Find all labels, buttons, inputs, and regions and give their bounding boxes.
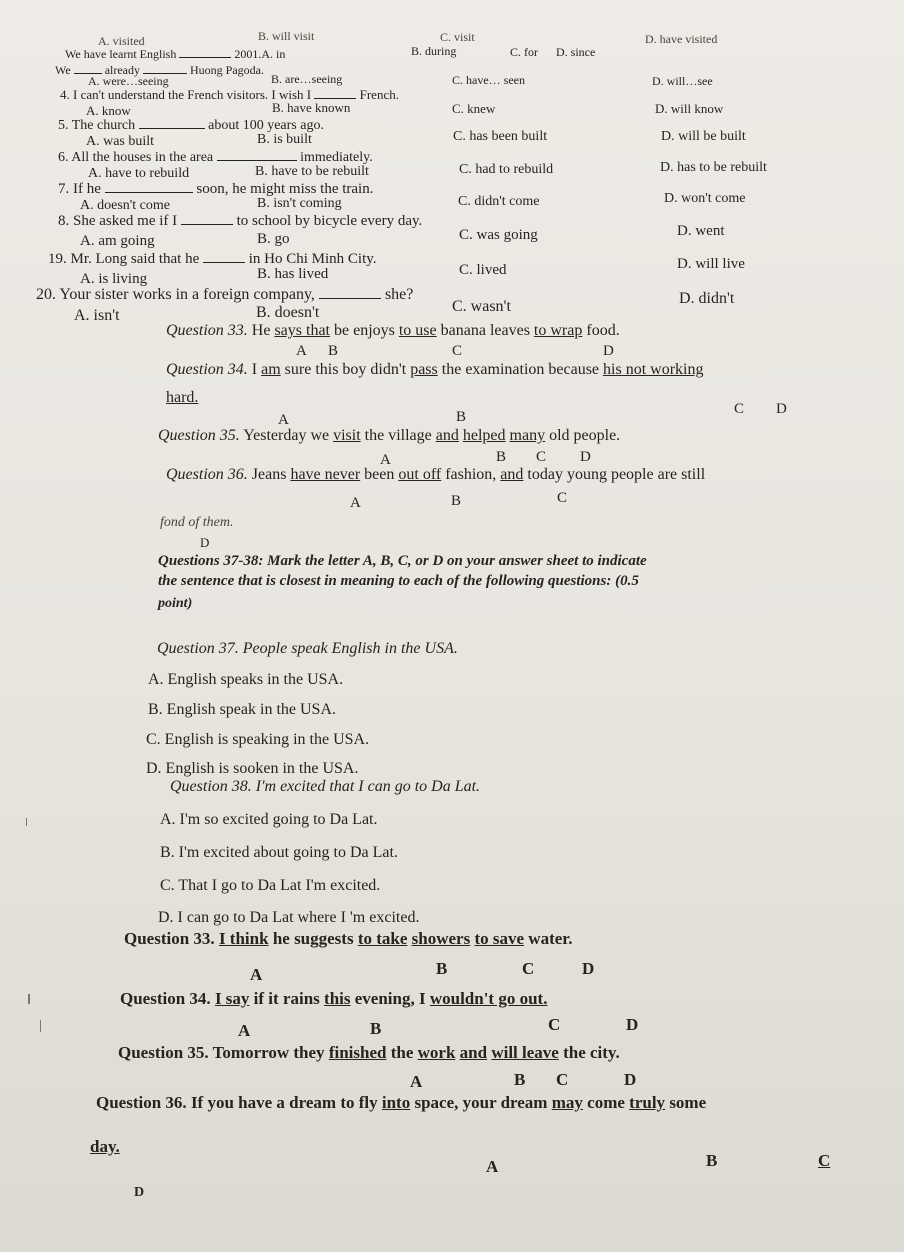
option: D. will know <box>655 101 724 116</box>
letter-a: A <box>278 412 289 428</box>
option: D. has to be rebuilt <box>660 160 767 175</box>
letter-c: C <box>452 343 463 359</box>
question-stem: 8. She asked me if I to school by bicycle every day. <box>58 213 423 229</box>
question-34-sentence: Question 34. I am sure this boy didn't pass the examination because his not working <box>166 361 704 378</box>
letter-b: B <box>514 1070 526 1089</box>
option: A. am going <box>80 233 155 249</box>
letter-c: C <box>818 1151 831 1170</box>
question-33-sentence: Question 33. He says that be enjoys to use banana leaves to wrap food. <box>166 322 620 339</box>
option: A. doesn't come <box>80 198 171 213</box>
question-36-line2: fond of them. <box>160 515 234 530</box>
letter-c: C <box>734 401 745 417</box>
option-b: B. English speak in the USA. <box>148 701 336 718</box>
option: B. has lived <box>257 266 329 282</box>
question-34b-sentence: Question 34. I say if it rains this evening, I wouldn't go out. <box>120 989 548 1008</box>
question-stem: 5. The church about 100 years ago. <box>58 118 324 133</box>
question-38-stem: Question 38. I'm excited that I can go to Da Lat. <box>170 778 481 795</box>
option: D. went <box>677 223 725 239</box>
option: D. have visited <box>645 32 718 46</box>
question-stem: 19. Mr. Long said that he in Ho Chi Minh City. <box>48 251 377 267</box>
option: A. have to rebuild <box>88 166 190 181</box>
letter-b: B <box>456 409 467 425</box>
letter-d: D <box>603 343 614 359</box>
option: D. didn't <box>679 290 735 307</box>
letter-c: C <box>557 490 568 506</box>
letter-b: B <box>328 343 339 359</box>
option: C. visit <box>440 30 475 44</box>
scan-mark <box>40 1020 41 1032</box>
question-37-stem: Question 37. People speak English in the USA. <box>157 640 458 657</box>
option: A. is living <box>80 271 148 287</box>
letter-a: A <box>250 965 263 984</box>
option: A. know <box>86 103 131 118</box>
letter-d: D <box>580 449 591 465</box>
scan-mark <box>26 818 27 826</box>
letter-c: C <box>556 1070 569 1089</box>
option: C. was going <box>459 227 538 243</box>
question-36b-sentence: Question 36. If you have a dream to fly into space, your dream may come truly some <box>96 1093 707 1112</box>
option: C. for <box>510 45 538 59</box>
question-36b-line2: day. <box>90 1137 120 1156</box>
question-35-sentence: Question 35. Yesterday we visit the village and helped many old people. <box>158 427 621 444</box>
question-stem: We have learnt English 2001.A. in <box>65 47 286 61</box>
option: A. isn't <box>74 307 120 324</box>
letter-b: B <box>451 493 462 509</box>
letter-a: A <box>410 1072 423 1091</box>
option: D. since <box>556 45 596 59</box>
option: C. has been built <box>453 129 548 144</box>
option: B. go <box>257 231 290 247</box>
letter-a: A <box>296 343 307 359</box>
option-c: C. That I go to Da Lat I'm excited. <box>160 877 381 894</box>
option-a: A. I'm so excited going to Da Lat. <box>160 811 378 828</box>
option: D. won't come <box>664 191 746 206</box>
question-stem: 20. Your sister works in a foreign company, she? <box>36 286 414 303</box>
option: D. will be built <box>661 129 746 144</box>
option: B. will visit <box>258 29 315 43</box>
option: A. was built <box>86 134 155 149</box>
instructions-line-1: Questions 37-38: Mark the letter A, B, C, or D on your answer sheet to indicate <box>158 553 647 569</box>
question-stem: We already Huong Pagoda. <box>55 63 265 77</box>
letter-a: A <box>486 1157 499 1176</box>
scan-mark <box>28 994 30 1004</box>
option: C. have… seen <box>452 73 525 87</box>
letter-c: C <box>522 959 535 978</box>
letter-d: D <box>626 1015 639 1034</box>
letter-d: D <box>624 1070 637 1089</box>
option: B. during <box>411 44 457 58</box>
letter-b: B <box>706 1151 718 1170</box>
question-34-line2: hard. <box>166 389 199 406</box>
letter-b: B <box>496 449 507 465</box>
letter-d: D <box>582 959 595 978</box>
letter-c: C <box>536 449 547 465</box>
option: C. didn't come <box>458 194 540 209</box>
option: B. have to be rebuilt <box>255 164 369 179</box>
letter-a: A <box>350 495 361 511</box>
option-a: A. English speaks in the USA. <box>148 671 344 688</box>
option: D. will live <box>677 256 745 272</box>
option: B. isn't coming <box>257 196 342 211</box>
letter-d: D <box>776 401 787 417</box>
letter-a: A <box>238 1021 251 1040</box>
letter-b: B <box>436 959 448 978</box>
option-c: C. English is speaking in the USA. <box>146 731 370 748</box>
question-stem: 6. All the houses in the area immediately. <box>58 150 373 165</box>
option: D. will…see <box>652 74 713 88</box>
option: C. had to rebuild <box>459 162 554 177</box>
option: C. wasn't <box>452 298 511 315</box>
question-stem: 7. If he soon, he might miss the train. <box>58 181 374 197</box>
option-d: D. English is sooken in the USA. <box>146 760 359 777</box>
option-b: B. I'm excited about going to Da Lat. <box>160 844 398 861</box>
instructions-line-3: point) <box>158 596 193 611</box>
letter-b: B <box>370 1019 382 1038</box>
letter-d: D <box>200 535 210 550</box>
option: B. have known <box>272 100 351 115</box>
question-35b-sentence: Question 35. Tomorrow they finished the work and will leave the city. <box>118 1043 620 1062</box>
option: B. are…seeing <box>271 72 343 86</box>
option: C. lived <box>459 262 507 278</box>
question-33b-sentence: Question 33. I think he suggests to take showers to save water. <box>124 929 573 948</box>
option: A. were…seeing <box>88 74 169 88</box>
option: B. is built <box>257 132 312 147</box>
letter-a: A <box>380 452 391 468</box>
letter-d: D <box>134 1185 145 1200</box>
letter-c: C <box>548 1015 561 1034</box>
option: B. doesn't <box>256 304 320 321</box>
option: A. visited <box>98 34 145 48</box>
question-36-sentence: Question 36. Jeans have never been out off fashion, and today young people are still <box>166 466 706 483</box>
instructions-line-2: the sentence that is closest in meaning to each of the following questions: (0.5 <box>158 573 639 589</box>
option: C. knew <box>452 101 496 116</box>
question-stem: 4. I can't understand the French visitors. I wish I French. <box>60 87 399 102</box>
option-d: D. I can go to Da Lat where I 'm excited. <box>158 909 420 926</box>
